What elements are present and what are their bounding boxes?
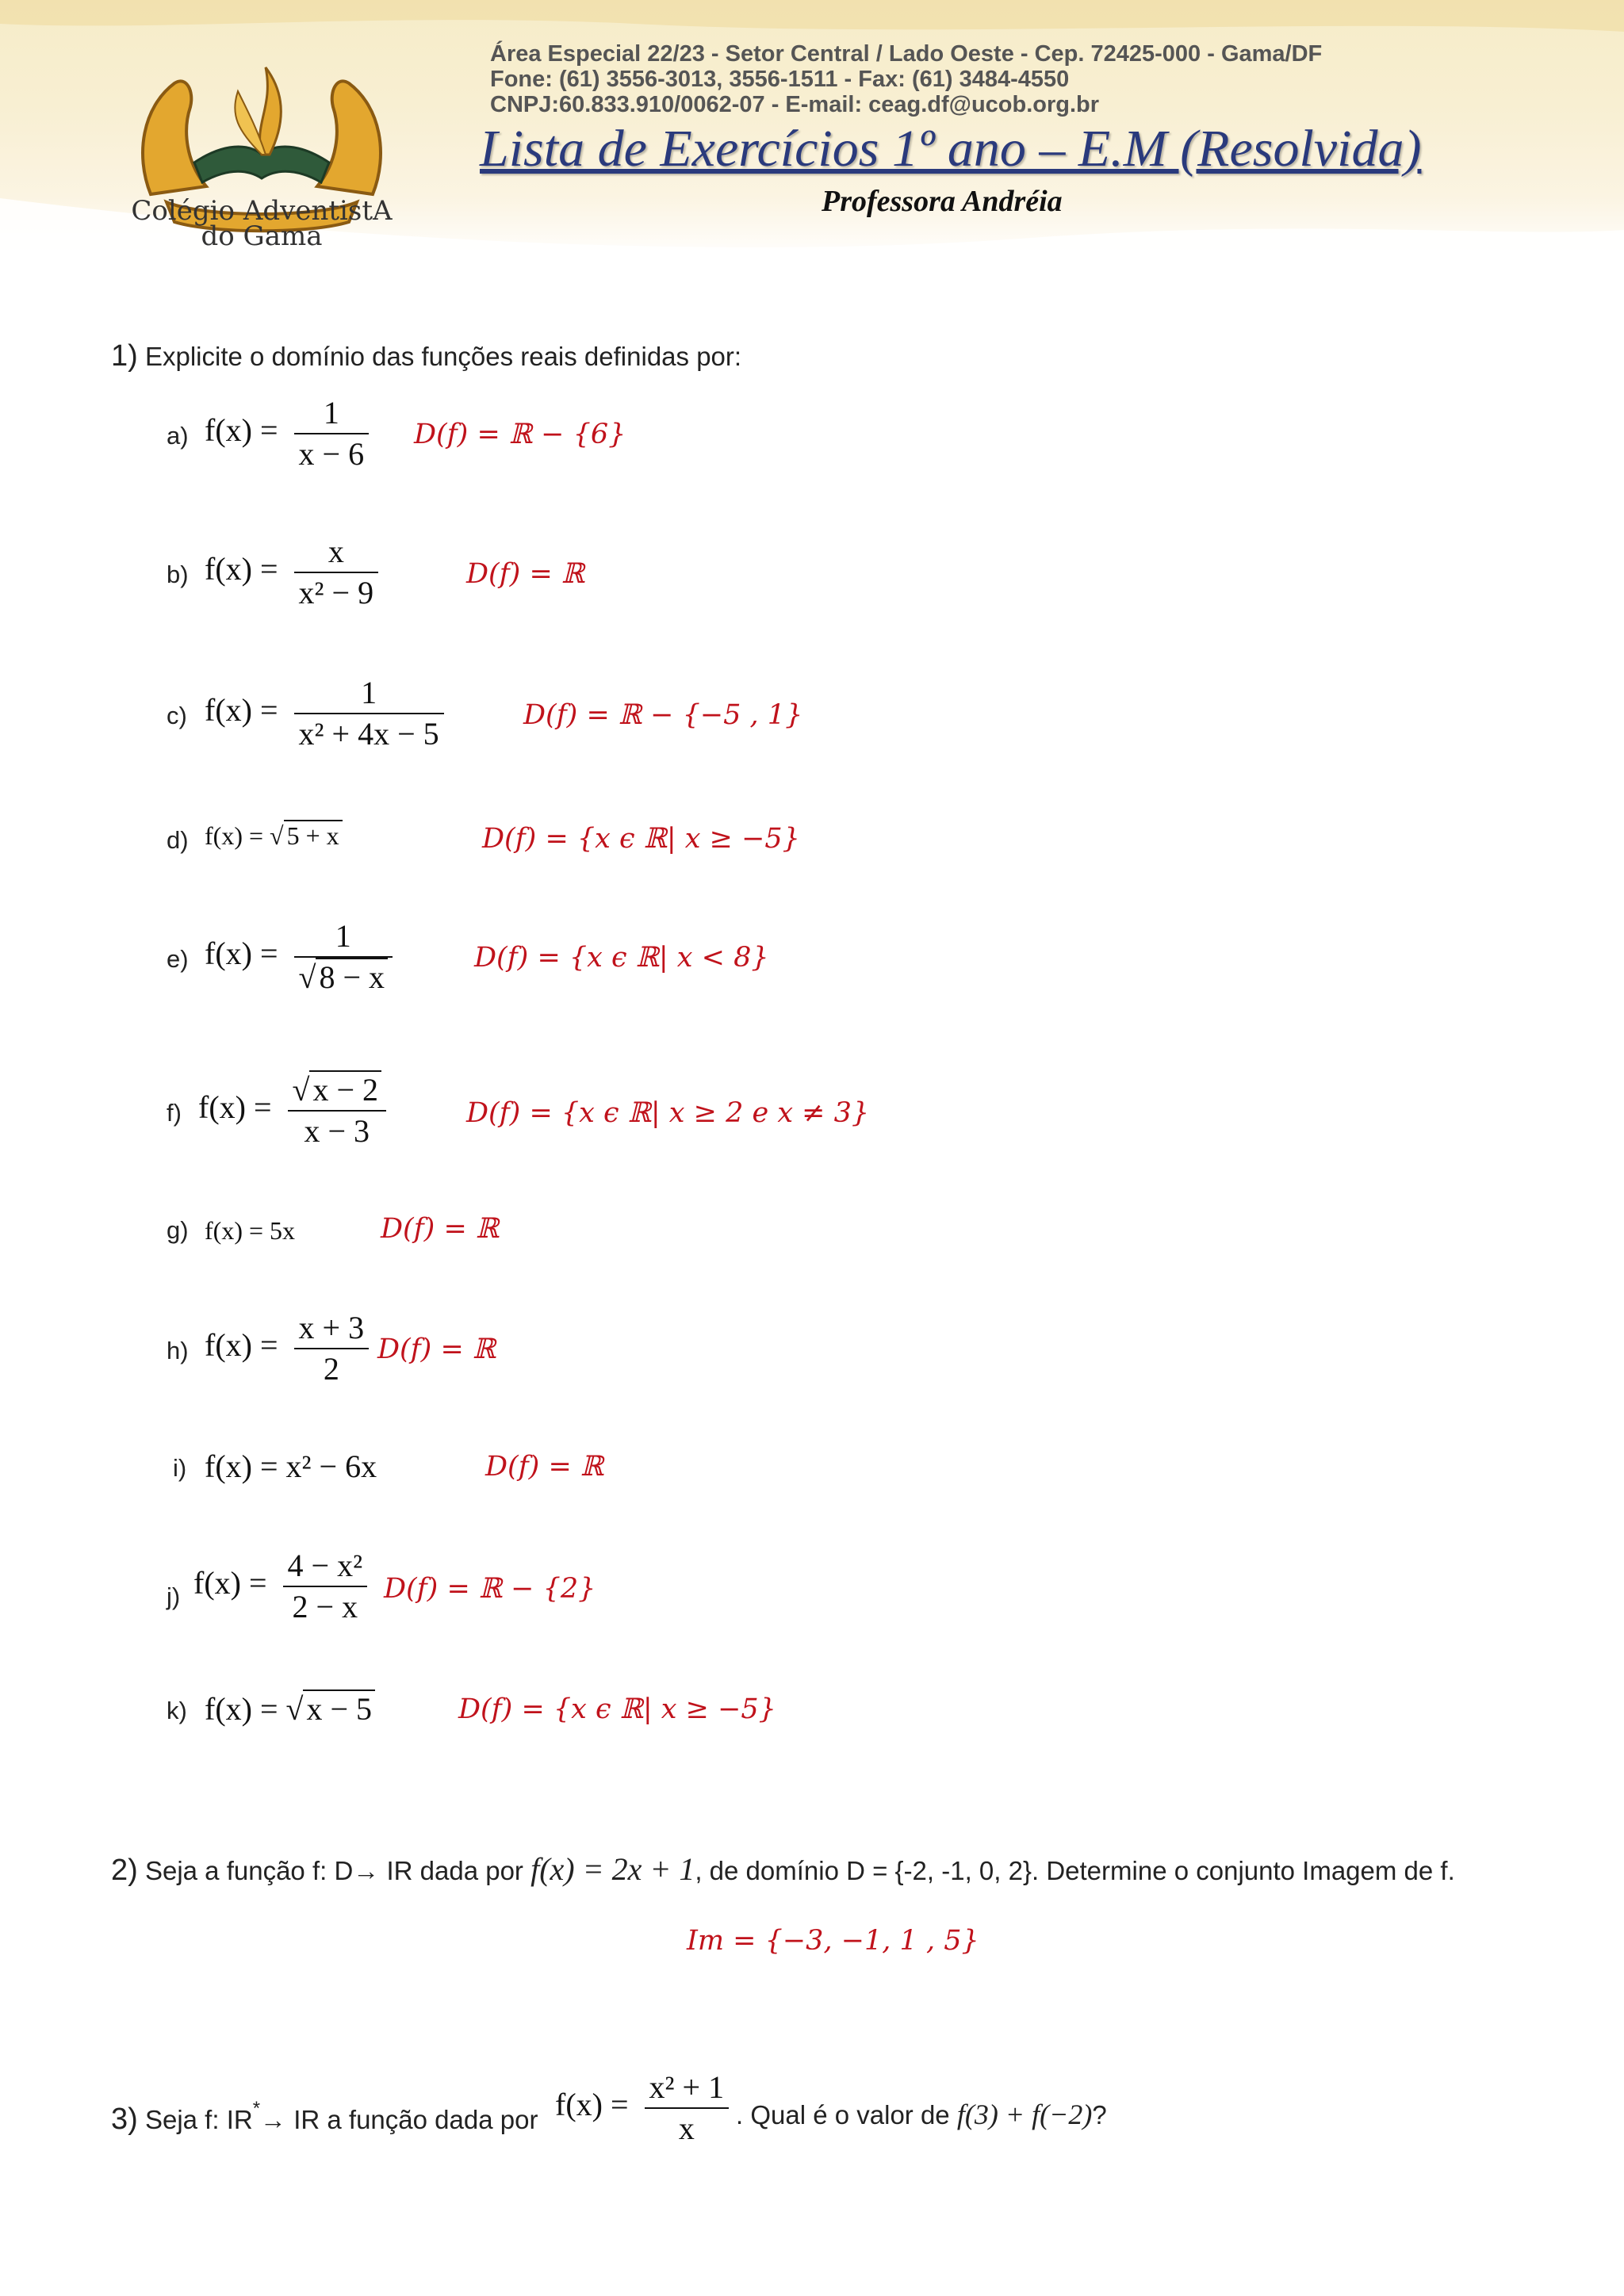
numerator: x² + 1 — [645, 2068, 730, 2109]
radicand: x − 5 — [303, 1689, 375, 1727]
denominator: x² − 9 — [298, 575, 374, 610]
answer: D(f) = {x ϵ ℝ| x ≥ −5} — [458, 1693, 776, 1725]
item-formula — [193, 1546, 367, 1627]
item-label: h) — [167, 1337, 189, 1364]
superscript: * — [252, 2098, 261, 2119]
question-number: 2) — [111, 1854, 138, 1887]
formula-lhs: f(x) = — [198, 1089, 272, 1126]
fraction — [294, 532, 379, 613]
numerator: 4 − x² — [283, 1546, 368, 1587]
answer: D(f) = ℝ − {2} — [384, 1573, 596, 1605]
answer: D(f) = {x ϵ ℝ| x < 8} — [474, 942, 769, 974]
item-formula — [205, 1690, 375, 1728]
question-text: Seja a função f: D→ IR dada por — [144, 1856, 523, 1885]
item-formula — [205, 673, 444, 754]
denominator: x − 6 — [298, 436, 365, 472]
radicand: 8 − x — [316, 958, 388, 995]
numerator: 1 — [294, 393, 370, 434]
image-answer: Im = {−3, −1, 1 , 5} — [687, 1925, 979, 1957]
question-text: Seja f: IR — [144, 2105, 253, 2134]
item-formula: f(x) = 5x — [205, 1216, 296, 1245]
item-formula — [205, 821, 343, 851]
answer: D(f) = ℝ — [381, 1213, 499, 1245]
answer: D(f) = ℝ − {6} — [414, 419, 626, 450]
square-root: √ x − 5 — [286, 1690, 376, 1728]
radicand: x − 2 — [309, 1070, 381, 1108]
formula-lhs: f(x) = — [193, 1565, 267, 1601]
item-label: e) — [167, 945, 189, 973]
numerator: 1 — [294, 916, 393, 958]
item-label: d) — [167, 826, 189, 854]
school-name — [119, 195, 404, 252]
address-line-2: Fone: (61) 3556-3013, 3556-1511 - Fax: (61) 3484-4550 — [490, 67, 1070, 92]
denominator: x — [678, 2110, 695, 2146]
document-title: Lista de Exercícios 1º ano – E.M (Resolvida) — [480, 120, 1422, 178]
formula-lhs: f(x) = — [205, 1691, 278, 1727]
fraction — [283, 1546, 368, 1627]
formula-lhs: f(x) = — [555, 2087, 629, 2123]
square-root: √ 5 + x — [270, 821, 343, 851]
formula-lhs: f(x) = — [205, 551, 278, 587]
formula-lhs: f(x) = — [205, 1327, 278, 1364]
item-formula — [198, 1070, 386, 1151]
item-label: b) — [167, 561, 189, 588]
denominator: √ 8 − x — [294, 958, 393, 997]
item-formula — [205, 393, 369, 474]
formula-lhs: f(x) = — [205, 692, 278, 729]
question-text-after: . Qual é o valor de — [736, 2100, 950, 2130]
item-label: a) — [167, 422, 189, 450]
fraction — [294, 393, 370, 474]
question-1 — [111, 339, 741, 373]
fraction — [294, 1308, 370, 1389]
item-formula — [205, 1308, 369, 1389]
fraction — [294, 916, 393, 997]
item-label: k) — [167, 1697, 187, 1724]
answer: D(f) = ℝ — [485, 1451, 603, 1483]
denominator: 2 − x — [292, 1589, 358, 1624]
expression: f(3) + f(−2) — [956, 2099, 1093, 2130]
page-header — [0, 0, 1624, 262]
numerator: √ x − 2 — [288, 1070, 387, 1112]
item-formula — [205, 532, 378, 613]
school-name-line1: Colégio AdventistA — [131, 195, 393, 227]
item-label: c) — [167, 702, 187, 729]
question-number: 3) — [111, 2103, 138, 2136]
question-text: Explicite o domínio das funções reais definidas por: — [144, 342, 742, 371]
question-number: 1) — [111, 339, 138, 373]
numerator: 1 — [294, 673, 444, 714]
denominator: x − 3 — [304, 1113, 370, 1149]
item-label: f) — [167, 1099, 182, 1127]
teacher-name: Professora Andréia — [822, 185, 1063, 218]
fraction — [294, 673, 444, 754]
answer: D(f) = ℝ − {−5 , 1} — [523, 699, 803, 731]
fraction — [645, 2068, 730, 2149]
address-line-1: Área Especial 22/23 - Setor Central / Lado Oeste - Cep. 72425-000 - Gama/DF — [490, 41, 1323, 67]
denominator: 2 — [323, 1351, 339, 1387]
formula-lhs: f(x) = — [205, 936, 278, 972]
question-3-end — [736, 2098, 1107, 2131]
answer: D(f) = ℝ — [466, 558, 584, 590]
formula-lhs: f(x) = — [205, 821, 264, 850]
question-3 — [111, 2098, 538, 2137]
school-name-line2: do Gama — [201, 220, 323, 252]
function-formula: f(x) = 2x + 1 — [530, 1851, 695, 1887]
answer: D(f) = {x ϵ ℝ| x ≥ −5} — [482, 823, 800, 855]
function-formula — [555, 2068, 729, 2149]
denominator: x² + 4x − 5 — [298, 716, 439, 752]
numerator: x — [294, 532, 379, 573]
address-line-3: CNPJ:60.833.910/0062-07 - E-mail: ceag.df@ucob.org.br — [490, 92, 1100, 117]
numerator: x + 3 — [294, 1308, 370, 1349]
question-mark: ? — [1092, 2100, 1107, 2130]
item-label: i) — [173, 1454, 187, 1482]
item-formula: f(x) = x² − 6x — [205, 1448, 377, 1484]
question-text-2: → IR a função dada por — [260, 2105, 538, 2134]
question-2 — [111, 1850, 1455, 1888]
formula-lhs: f(x) = — [205, 412, 278, 449]
item-label: j) — [167, 1582, 181, 1610]
item-formula — [205, 916, 393, 997]
answer: D(f) = ℝ — [377, 1334, 496, 1365]
question-text-after: , de domínio D = {-2, -1, 0, 2}. Determine o conjunto Imagem de f. — [695, 1856, 1455, 1885]
answer: D(f) = {x ϵ ℝ| x ≥ 2 e x ≠ 3} — [466, 1097, 870, 1129]
radicand: 5 + x — [284, 820, 343, 850]
fraction — [288, 1070, 387, 1151]
side-credit-text — [32, 71, 51, 206]
item-label: g) — [167, 1216, 189, 1244]
